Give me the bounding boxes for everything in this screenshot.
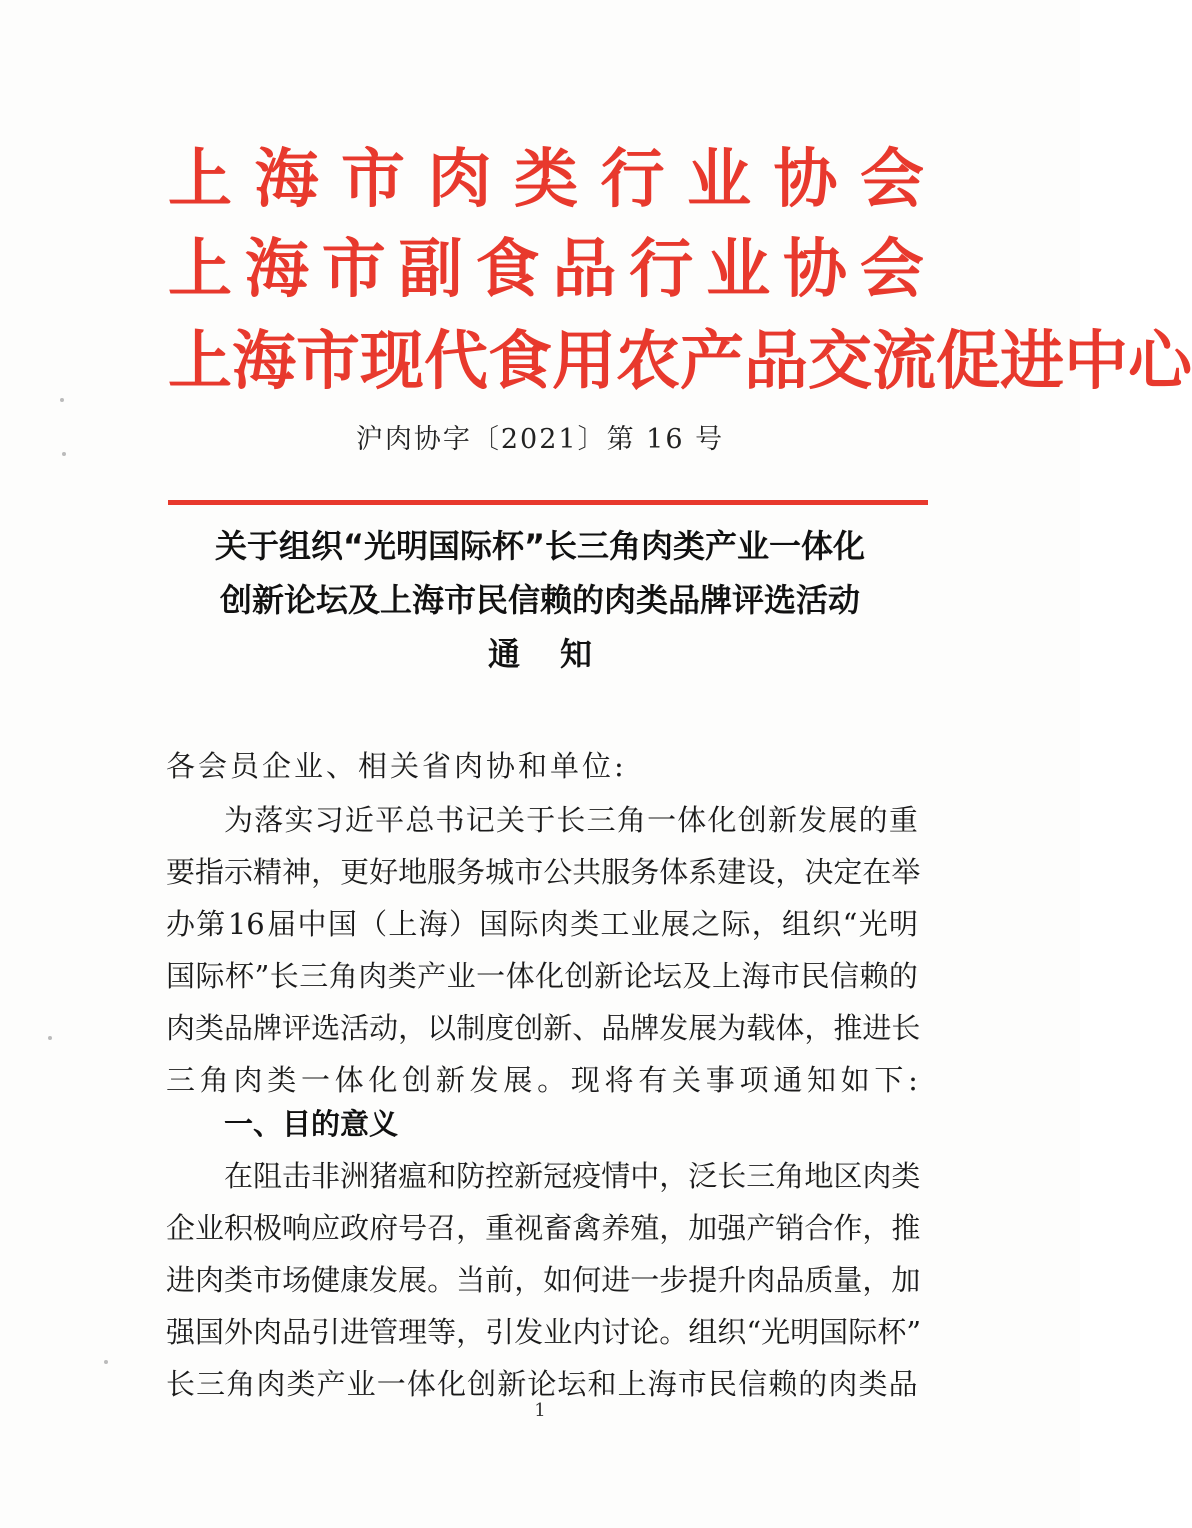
org-name-char: 农 <box>616 325 680 399</box>
org-name-agri-exchange-center <box>168 322 1192 402</box>
paragraph-line: 三 角 肉 类 一 体 化 创 新 发 展 。 现 将 有 关 事 项 通 知 如 下 : <box>166 1063 918 1097</box>
org-name-char: 协 <box>773 143 838 217</box>
notice-title-line-3: 通知 <box>487 635 632 673</box>
page-number: 1 <box>534 1400 546 1421</box>
org-name-char: 品 <box>744 325 808 399</box>
org-name-char: 类 <box>514 143 578 217</box>
paragraph-line: 肉 类 品 牌 评 选 活 动 ， 以 制 度 创 新 、 品 牌 发 展 为 载 体 ， 推 进 长 <box>166 1011 921 1045</box>
paragraph-line: 长 三 角 肉 类 产 业 一 体 化 创 新 论 坛 和 上 海 市 民 信 赖 的 肉 类 品 <box>166 1367 918 1401</box>
red-divider-line <box>168 500 928 505</box>
org-name-char: 上 <box>168 233 232 307</box>
paragraph-line: 办 第 16 届 中 国 （ 上 海 ） 国 际 肉 类 工 业 展 之 际 ， 组 织 “ 光 明 <box>166 907 918 941</box>
org-name-char: 现 <box>360 325 424 399</box>
paragraph-line: 强 国 外 肉 品 引 进 管 理 等 ， 引 发 业 内 讨 论 。 组 织 “ 光 明 国 际 杯 ” <box>166 1315 922 1349</box>
section-heading-purpose: 一、目的意义 <box>224 1107 399 1141</box>
org-name-char: 市 <box>321 233 386 307</box>
notice-title-line-2: 创新论坛及上海市民信赖的肉类品牌评选活动 <box>219 581 860 619</box>
paragraph-line: 要 指 示 精 神 ， 更 好 地 服 务 城 市 公 共 服 务 体 系 建 设 ， 决 定 在 举 <box>166 855 921 889</box>
scan-speck <box>104 1360 108 1364</box>
org-name-char: 上 <box>168 143 232 217</box>
org-name-char: 用 <box>552 325 616 399</box>
document-number: 沪肉协字〔2021〕第 16 号 <box>355 424 725 455</box>
org-name-char: 业 <box>687 143 751 217</box>
org-name-char: 代 <box>424 325 488 399</box>
org-name-char: 海 <box>254 143 319 217</box>
salutation: 各会员企业、相关省肉协和单位: <box>166 749 627 783</box>
scan-speck <box>48 1036 52 1040</box>
paragraph-line: 国 际 杯 ” 长 三 角 肉 类 产 业 一 体 化 创 新 论 坛 及 上 海 市 民 信 赖 的 <box>166 959 918 993</box>
org-name-char: 肉 <box>427 143 492 217</box>
org-name-char: 流 <box>872 325 936 399</box>
org-name-char: 行 <box>629 233 694 307</box>
org-name-char: 交 <box>808 325 872 399</box>
org-name-nonstaple-food-association <box>168 230 924 310</box>
org-name-char: 食 <box>475 233 540 307</box>
notice-title-line-1: 关于组织“光明国际杯”长三角肉类产业一体化 <box>214 527 866 565</box>
paragraph-line: 为 落 实 习 近 平 总 书 记 关 于 长 三 角 一 体 化 创 新 发 展 的 重 <box>224 803 918 837</box>
org-name-char: 产 <box>680 325 744 399</box>
org-name-char: 食 <box>488 325 552 399</box>
org-name-char: 进 <box>1000 325 1064 399</box>
org-name-char: 海 <box>244 233 309 307</box>
org-name-meat-association <box>168 140 924 220</box>
org-name-char: 会 <box>859 233 924 307</box>
org-name-char: 会 <box>860 143 924 217</box>
org-name-char: 市 <box>296 325 360 399</box>
org-name-char: 上 <box>168 325 232 399</box>
org-name-char: 心 <box>1128 325 1192 399</box>
org-name-char: 海 <box>232 325 296 399</box>
paragraph-line: 进 肉 类 市 场 健 康 发 展 。 当 前 ， 如 何 进 一 步 提 升 肉 品 质 量 ， 加 <box>166 1263 921 1297</box>
org-name-char: 业 <box>706 233 771 307</box>
org-name-char: 副 <box>398 233 463 307</box>
org-name-char: 品 <box>552 233 617 307</box>
paragraph-line: 在 阻 击 非 洲 猪 瘟 和 防 控 新 冠 疫 情 中 ， 泛 长 三 角 地 区 肉 类 <box>224 1159 921 1193</box>
paragraph-line: 企 业 积 极 响 应 政 府 号 召 ， 重 视 畜 禽 养 殖 ， 加 强 产 销 合 作 ， 推 <box>166 1211 921 1245</box>
scan-speck <box>62 452 66 456</box>
org-name-char: 促 <box>936 325 1000 399</box>
org-name-char: 协 <box>783 233 847 307</box>
scan-speck <box>60 398 64 402</box>
org-name-char: 中 <box>1064 325 1128 399</box>
org-name-char: 行 <box>600 143 665 217</box>
org-name-char: 市 <box>341 143 405 217</box>
